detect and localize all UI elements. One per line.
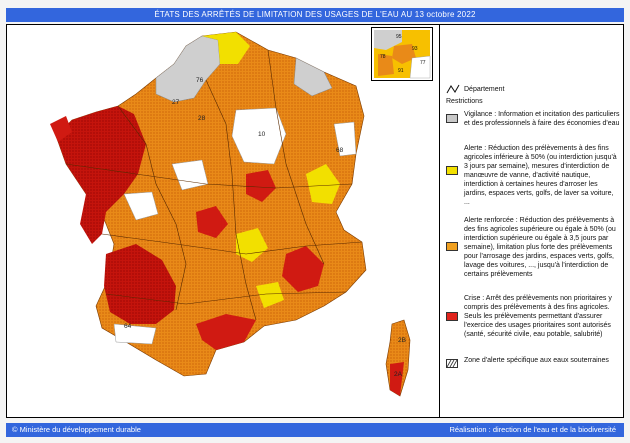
dept-label-27: 27 [172, 99, 180, 106]
inset-label-93: 93 [412, 46, 418, 52]
dept-label-64: 64 [124, 323, 132, 330]
inset-label-78: 78 [380, 54, 386, 60]
restrictions-heading: Restrictions [446, 98, 483, 105]
dept-label-28: 28 [198, 115, 206, 122]
inset-label-95: 95 [396, 34, 402, 40]
alerte-label: Alerte : Réduction des prélèvements à des fins agricoles inférieure à 50% (ou interdiction jusqu'à 3 jours par semaine), mesures d'interdiction de manœuvre de vanne, d'activité nautique, interdiction à certaines heures d'arroser les jardins, espaces verts, golfs, de laver sa voiture, ... [464, 145, 617, 206]
vigilance-label: Vigilance : Information et incitation des particuliers et des professionnels à faire des économies d'eau [464, 111, 620, 127]
dept-label-68: 68 [336, 147, 344, 154]
copyright-text: © Ministère du développement durable [12, 425, 141, 434]
inset-label-77: 77 [420, 60, 426, 66]
legend-department-label: Département [464, 86, 505, 93]
groundwater-label: Zone d'alerte spécifique aux eaux souterraines [464, 357, 609, 364]
map-title: ÉTATS DES ARRÊTÉS DE LIMITATION DES USAGES DE L'EAU AU 13 octobre 2022 [6, 8, 624, 22]
map-area [6, 24, 440, 418]
hatch-swatch [446, 359, 458, 368]
paris-inset-map [372, 28, 432, 80]
france-map [6, 24, 440, 418]
dept-label-10: 10 [258, 131, 266, 138]
dept-label-2a: 2A [394, 371, 402, 378]
dept-label-76: 76 [196, 77, 204, 84]
dept-label-2b: 2B [398, 337, 406, 344]
credit-text: Réalisation : direction de l'eau et de la biodiversité [449, 425, 616, 434]
department-line-icon [446, 84, 460, 94]
alerte-swatch [446, 166, 458, 175]
inset-label-91: 91 [398, 68, 404, 74]
crise-swatch [446, 312, 458, 321]
corsica-crisis [390, 362, 404, 396]
crise-label: Crise : Arrêt des prélèvements non prioritaires y compris des prélèvements à des fins agricoles. Seuls les prélèvements permettant d'assurer l'exercice des usages prioritaires sont autorisés (santé, sécurité civile, eau potable, salubrité) [464, 295, 612, 338]
vigilance-swatch [446, 114, 458, 123]
paris-inset [371, 27, 433, 81]
alerte-renforcee-label: Alerte renforcée : Réduction des prélèvements à des fins agricoles supérieure ou égale à 50% (ou interdiction supérieure ou égale à 3,5 jours par semaine), limitation plus forte des prélèvements pour l'arrosage des jardins, espaces verts, golfs, lavage des voitures, ..., jusqu'à l'interdiction de certains prélèvements [464, 217, 616, 278]
alerte-renforcee-swatch [446, 242, 458, 251]
footer-bar [6, 423, 624, 437]
